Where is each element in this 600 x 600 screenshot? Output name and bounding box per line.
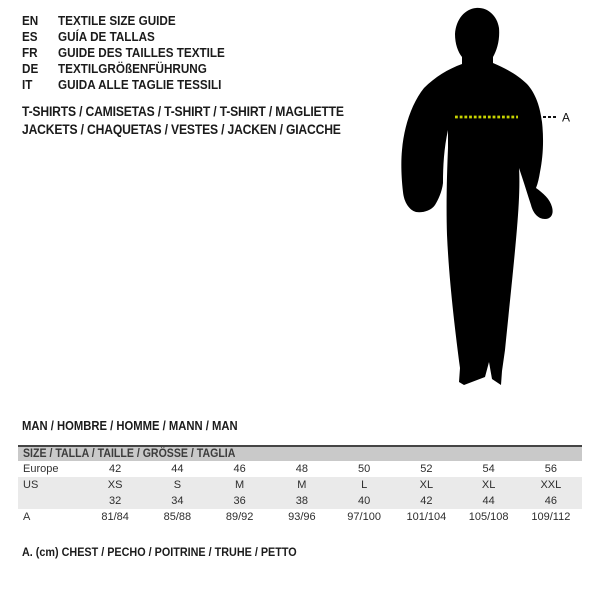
row-label: [18, 493, 84, 509]
table-row-us-numeric: [18, 493, 582, 509]
language-label: TEXTILGRÖßENFÜHRUNG: [58, 60, 207, 76]
language-row-es: [22, 28, 243, 44]
size-cell: 97/100: [347, 511, 381, 523]
size-cell: XL: [395, 477, 457, 493]
size-cell: 44: [171, 463, 184, 475]
size-table-header-label: SIZE / TALLA / TAILLE / GRÖSSE / TAGLIA: [23, 448, 236, 460]
language-code: FR: [22, 44, 38, 60]
size-cell: S: [146, 477, 208, 493]
size-cell: 52: [420, 463, 433, 475]
table-row-chest-a: [18, 509, 582, 525]
language-label: GUÍA DE TALLAS: [58, 28, 155, 44]
category-titles: [22, 103, 380, 139]
size-cell: L: [333, 477, 395, 493]
language-code: IT: [22, 76, 33, 92]
table-row-europe: [18, 461, 582, 477]
row-label: Europe: [23, 463, 59, 475]
size-cell: XL: [458, 477, 520, 493]
measure-point-label-a: A: [562, 110, 571, 125]
size-table-header: [18, 445, 582, 461]
language-label: GUIDE DES TAILLES TEXTILE: [58, 44, 225, 60]
size-cell: 48: [295, 463, 308, 475]
size-cell: 93/96: [288, 511, 316, 523]
size-cell: 36: [209, 493, 271, 509]
table-row-us-letter: [18, 477, 582, 493]
size-cell: 101/104: [406, 511, 447, 523]
footnote-chest-legend: A. (cm) CHEST / PECHO / POITRINE / TRUHE / PETTO: [22, 545, 297, 559]
row-label: US: [18, 477, 84, 493]
size-cell: 40: [333, 493, 395, 509]
size-cell: 46: [520, 493, 582, 509]
language-code: EN: [22, 12, 39, 28]
size-cell: 109/112: [531, 511, 571, 523]
size-cell: M: [271, 477, 333, 493]
language-row-en: [22, 12, 243, 28]
language-row-fr: [22, 44, 243, 60]
language-label: TEXTILE SIZE GUIDE: [58, 12, 176, 28]
category-line-tshirts: T-SHIRTS / CAMISETAS / T-SHIRT / T-SHIRT / MAGLIETTE: [22, 104, 344, 119]
size-cell: 44: [458, 493, 520, 509]
size-cell: M: [209, 477, 271, 493]
language-code: DE: [22, 60, 39, 76]
size-cell: XS: [84, 477, 146, 493]
category-line-jackets: JACKETS / CHAQUETAS / VESTES / JACKEN / GIACCHE: [22, 122, 341, 137]
man-silhouette: [401, 8, 552, 385]
language-row-it: [22, 76, 243, 92]
size-cell: 42: [395, 493, 457, 509]
language-label: GUIDA ALLE TAGLIE TESSILI: [58, 76, 222, 92]
size-cell: 34: [146, 493, 208, 509]
language-code: ES: [22, 28, 38, 44]
size-cell: 42: [109, 463, 122, 475]
size-cell: 85/88: [163, 511, 192, 523]
size-cell: 105/108: [468, 511, 509, 523]
size-cell: 46: [233, 463, 246, 475]
size-cell: XXL: [520, 477, 582, 493]
size-table: [18, 445, 582, 525]
size-cell: 32: [84, 493, 146, 509]
section-title-man: MAN / HOMBRE / HOMME / MANN / MAN: [22, 419, 238, 433]
size-cell: 89/92: [225, 511, 254, 523]
size-cell: 56: [544, 463, 557, 475]
size-cell: 54: [482, 463, 495, 475]
size-cell: 50: [358, 463, 371, 475]
language-row-de: [22, 60, 243, 76]
man-silhouette-figure: [390, 0, 590, 400]
size-cell: 81/84: [101, 511, 129, 523]
language-list: [22, 12, 243, 92]
row-label: A: [23, 511, 31, 523]
size-cell: 38: [271, 493, 333, 509]
